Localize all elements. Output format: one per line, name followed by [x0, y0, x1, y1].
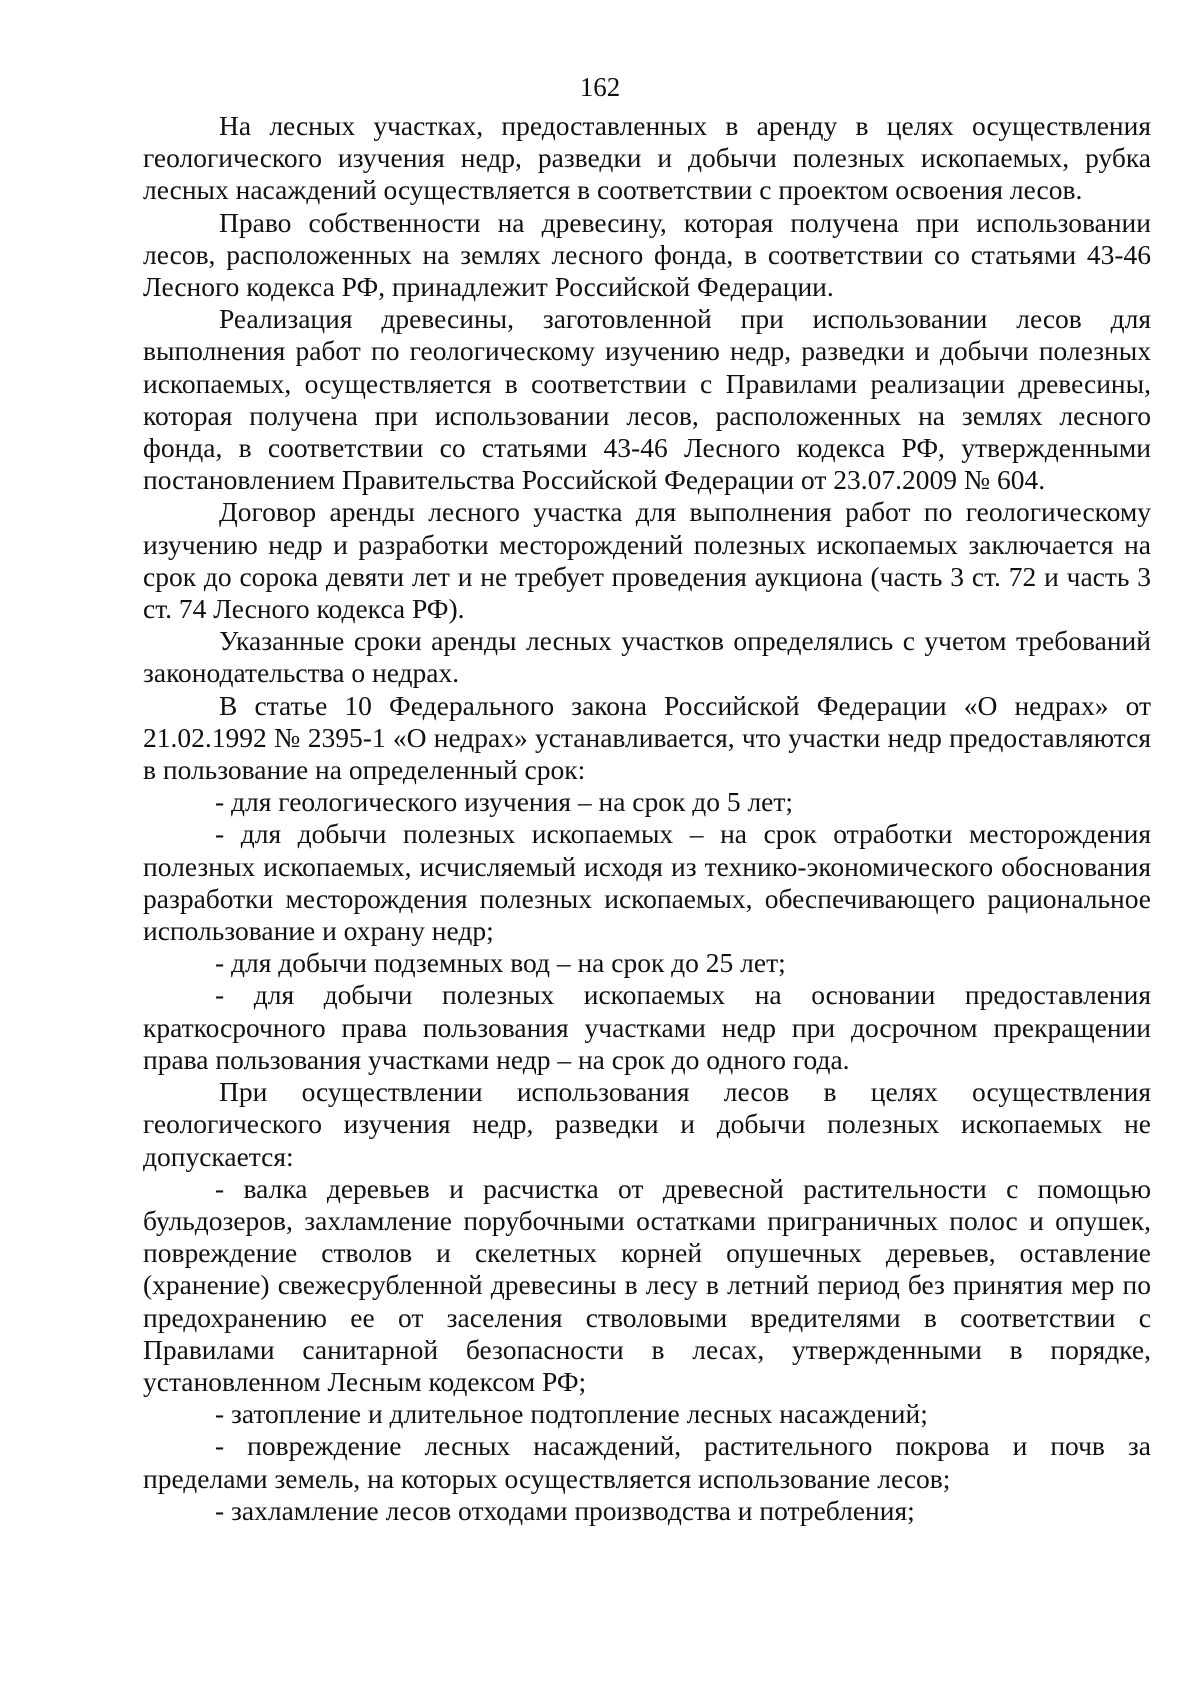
paragraph-subsoil-law: В статье 10 Федерального закона Российской Федерации «О недрах» от 21.02.1992 № 2395-1 «О недрах» устанавливается, что участки недр предоставляются в пользование на определенный срок: — [143, 689, 1151, 786]
paragraph-wood-ownership: Право собственности на древесину, которая получена при использовании лесов, расположенных на землях лесного фонда, в соответствии со статьями 43-46 Лесного кодекса РФ, принадлежит Российской Федерации. — [143, 206, 1151, 303]
paragraph-wood-sale: Реализация древесины, заготовленной при использовании лесов для выполнения работ по геологическому изучению недр, разведки и добычи полезных ископаемых, осуществляется в соответствии с Правилами реализации древесины, которая получена при использовании лесов, расположенных на землях лесного фонда, в соответствии со статьями 43-46 Лесного кодекса РФ, утвержденными постановлением Правительства Российской Федерации от 23.07.2009 № 604. — [143, 303, 1151, 496]
list-item-groundwater: - для добычи подземных вод – на срок до 25 лет; — [215, 947, 786, 979]
paragraph-lease-terms: Указанные сроки аренды лесных участков определялись с учетом требований законодательства о недрах. — [143, 625, 1151, 689]
list-item-felling-clearing: - валка деревьев и расчистка от древесной растительности с помощью бульдозеров, захламление порубочными остатками приграничных полос и опушек, повреждение стволов и скелетных корней опушечных деревьев, оставление (хранение) свежесрубленной древесины в лесу в летний период без принятия мер по предохранению ее от заселения стволовыми вредителями в соответствии с Правилами санитарной безопасности в лесах, утвержденными в порядке, установленном Лесным кодексом РФ; — [143, 1172, 1151, 1397]
list-item-mineral-extraction: - для добычи полезных ископаемых – на срок отработки месторождения полезных ископаемых, исчисляемый исходя из технико-экономического обоснования разработки месторождения полезных ископаемых, обеспечивающего рациональное использование и охрану недр; — [143, 818, 1151, 947]
page-number: 162 — [579, 72, 621, 102]
paragraph-lease-contract: Договор аренды лесного участка для выполнения работ по геологическому изучению недр и разработки месторождений полезных ископаемых заключается на срок до сорока девяти лет и не требует проведения аукциона (часть 3 ст. 72 и часть 3 ст. 74 Лесного кодекса РФ). — [143, 496, 1151, 625]
list-item-geological-study: - для геологического изучения – на срок до 5 лет; — [215, 786, 794, 818]
page-body — [143, 110, 1151, 1527]
list-item-waste: - захламление лесов отходами производства и потребления; — [215, 1494, 915, 1526]
paragraph-prohibitions: При осуществлении использования лесов в целях осуществления геологического изучения недр, разведки и добычи полезных ископаемых не допускается: — [143, 1076, 1151, 1172]
paragraph-lease-logging: На лесных участках, предоставленных в аренду в целях осуществления геологического изучения недр, разведки и добычи полезных ископаемых, рубка лесных насаждений осуществляется в соответствии с проектом освоения лесов. — [143, 110, 1151, 206]
list-item-short-term-right: - для добычи полезных ископаемых на основании предоставления краткосрочного права пользования участками недр при досрочном прекращении права пользования участками недр – на срок до одного года. — [143, 979, 1151, 1075]
list-item-flooding: - затопление и длительное подтопление лесных насаждений; — [215, 1398, 928, 1430]
list-item-damage: - повреждение лесных насаждений, растительного покрова и почв за пределами земель, на которых осуществляется использование лесов; — [143, 1430, 1151, 1494]
